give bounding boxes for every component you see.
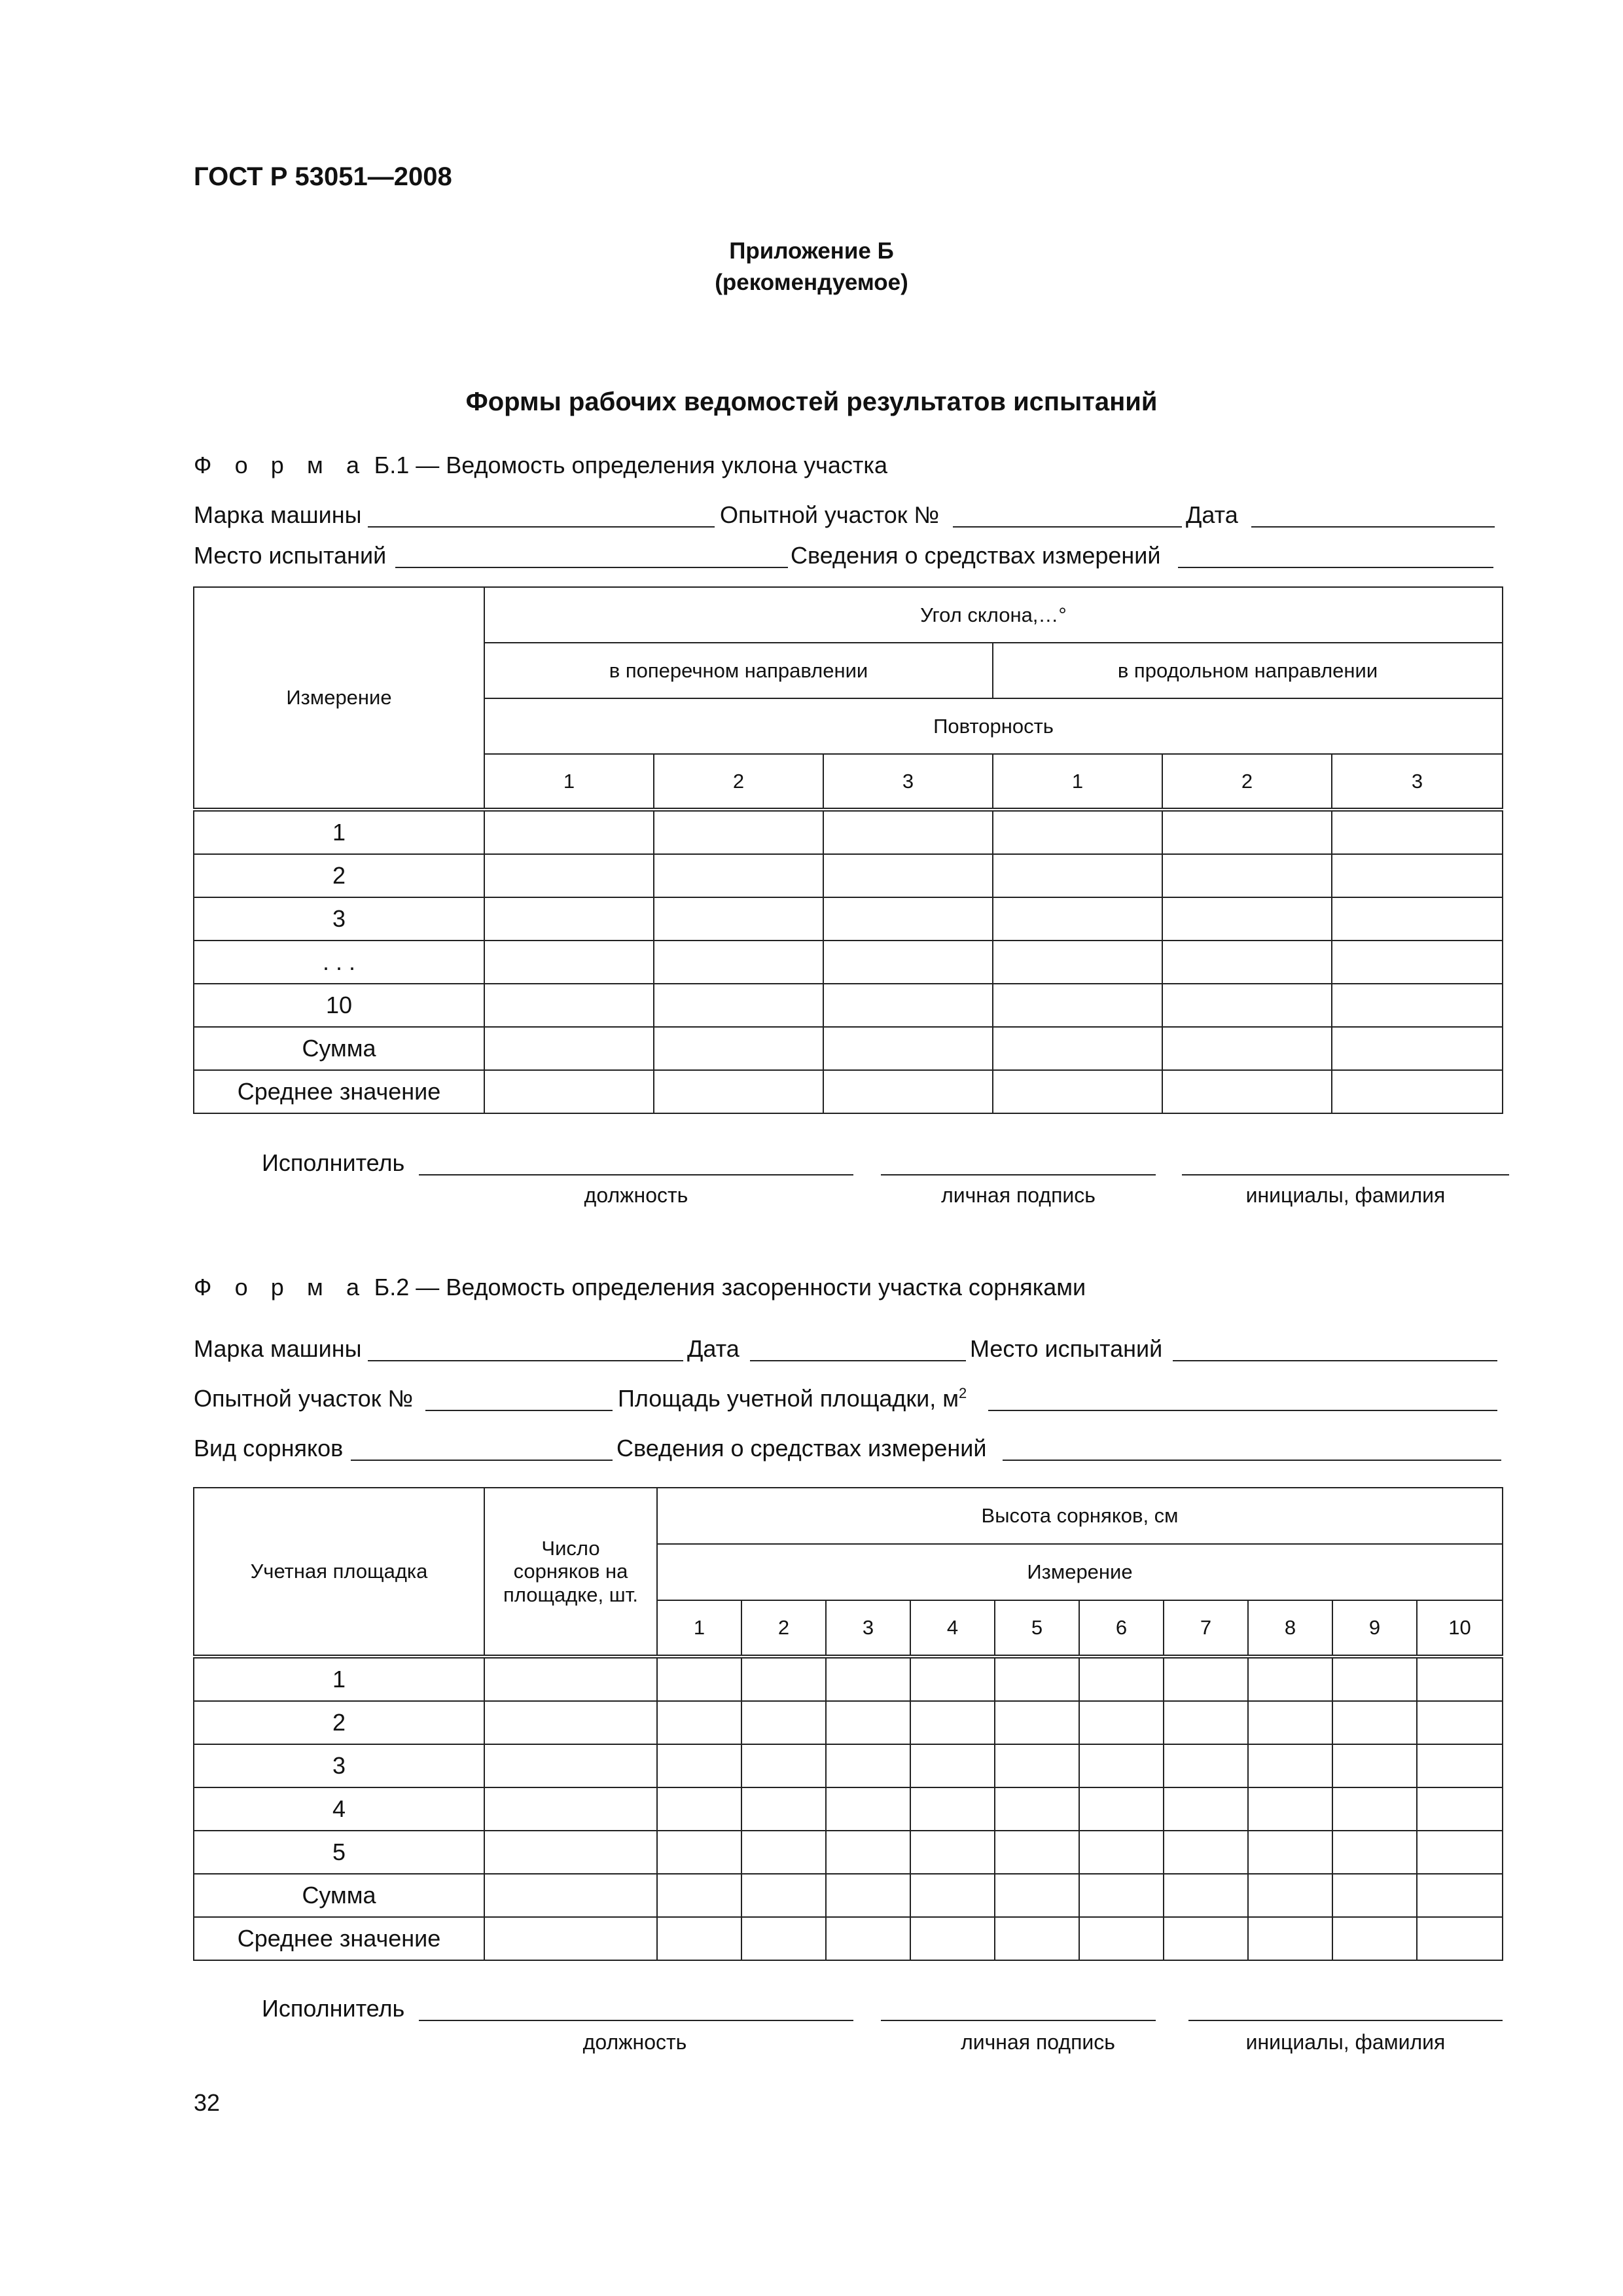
form2-position-field[interactable] (419, 2020, 853, 2021)
data-cell[interactable] (823, 810, 993, 854)
data-cell[interactable] (995, 1874, 1079, 1917)
data-cell[interactable] (826, 1744, 910, 1787)
data-cell[interactable] (823, 1027, 993, 1070)
data-cell[interactable] (910, 1744, 995, 1787)
data-cell[interactable] (1332, 1070, 1503, 1113)
data-cell[interactable] (995, 1744, 1079, 1787)
form1-rep-number: 1 (993, 754, 1162, 810)
data-cell[interactable] (1164, 1701, 1248, 1744)
form1-rep-number: 1 (484, 754, 654, 810)
data-cell[interactable] (826, 1657, 910, 1701)
data-cell[interactable] (1079, 1657, 1164, 1701)
table-row (194, 1070, 1503, 1113)
form2-measure-number: 5 (995, 1600, 1079, 1657)
row-label: 2 (194, 1701, 484, 1744)
form2-area-text: Площадь учетной площадки, м (618, 1385, 959, 1412)
data-cell[interactable] (1079, 1701, 1164, 1744)
data-cell[interactable] (1332, 1744, 1417, 1787)
data-cell[interactable] (995, 1701, 1079, 1744)
data-cell[interactable] (1162, 984, 1332, 1027)
form2-measure-number: 6 (1079, 1600, 1164, 1657)
form2-count-header-line: Число (541, 1536, 600, 1560)
row-label: Среднее значение (194, 1917, 484, 1960)
form1-date-field[interactable] (1251, 526, 1495, 528)
data-cell[interactable] (995, 1787, 1079, 1831)
data-cell[interactable] (993, 810, 1162, 854)
form2-date-label: Дата (687, 1335, 740, 1362)
data-cell[interactable] (1164, 1744, 1248, 1787)
form1-plot-field[interactable] (953, 526, 1182, 528)
data-cell[interactable] (1417, 1744, 1503, 1787)
table-row (194, 1657, 1503, 1701)
data-cell[interactable] (1162, 1070, 1332, 1113)
data-cell[interactable] (910, 1701, 995, 1744)
data-cell[interactable] (1162, 1027, 1332, 1070)
data-cell[interactable] (484, 1701, 657, 1744)
data-cell[interactable] (910, 1917, 995, 1960)
table-row (194, 1701, 1503, 1744)
data-cell[interactable] (1332, 897, 1503, 941)
data-cell[interactable] (1164, 1787, 1248, 1831)
form1-title (194, 452, 887, 479)
table-row (194, 984, 1503, 1027)
form2-place-label: Место испытаний (970, 1335, 1163, 1362)
data-cell[interactable] (823, 897, 993, 941)
row-label: 1 (194, 810, 484, 854)
data-cell[interactable] (484, 1787, 657, 1831)
data-cell[interactable] (484, 1874, 657, 1917)
data-cell[interactable] (657, 1787, 741, 1831)
data-cell[interactable] (1332, 941, 1503, 984)
data-cell[interactable] (657, 1917, 741, 1960)
data-cell[interactable] (823, 854, 993, 897)
form1-name-caption: инициалы, фамилия (1245, 1183, 1446, 1207)
form2-table (193, 1487, 1503, 1961)
form2-measure-number: 8 (1248, 1600, 1332, 1657)
form2-machine-label: Марка машины (194, 1335, 362, 1362)
data-cell[interactable] (741, 1917, 826, 1960)
form1-transverse-header: в поперечном направлении (484, 643, 993, 698)
data-cell[interactable] (484, 854, 654, 897)
data-cell[interactable] (1162, 810, 1332, 854)
data-cell[interactable] (484, 897, 654, 941)
data-cell[interactable] (1332, 1874, 1417, 1917)
data-cell[interactable] (1164, 1874, 1248, 1917)
form1-machine-label: Марка машины (194, 501, 362, 528)
form2-measure-number: 10 (1417, 1600, 1503, 1657)
data-cell[interactable] (1248, 1701, 1332, 1744)
data-cell[interactable] (1248, 1787, 1332, 1831)
form2-measurement-header: Измерение (657, 1544, 1503, 1600)
form2-place-field[interactable] (1173, 1360, 1497, 1361)
data-cell[interactable] (741, 1657, 826, 1701)
data-cell[interactable] (654, 984, 823, 1027)
page-number: 32 (194, 2089, 221, 2116)
data-cell[interactable] (657, 1744, 741, 1787)
form2-instruments-label: Сведения о средствах измерений (616, 1435, 987, 1462)
data-cell[interactable] (741, 1831, 826, 1874)
page-title: Формы рабочих ведомостей результатов испытаний (465, 387, 1158, 416)
form2-measure-number: 4 (910, 1600, 995, 1657)
row-label: 2 (194, 854, 484, 897)
data-cell[interactable] (741, 1787, 826, 1831)
form1-repetition-header: Повторность (484, 698, 1503, 754)
data-cell[interactable] (1417, 1874, 1503, 1917)
form2-plot-header: Учетная площадка (194, 1488, 484, 1657)
form2-machine-field[interactable] (368, 1360, 683, 1361)
data-cell[interactable] (1417, 1701, 1503, 1744)
data-cell[interactable] (1332, 1787, 1417, 1831)
data-cell[interactable] (657, 1657, 741, 1701)
form1-machine-field[interactable] (368, 526, 715, 528)
document-code: ГОСТ Р 53051—2008 (194, 162, 452, 191)
form1-table (193, 586, 1503, 1114)
form1-title-prefix: Ф о р м а (194, 452, 368, 478)
data-cell[interactable] (1248, 1831, 1332, 1874)
form2-signature-field[interactable] (881, 2020, 1156, 2021)
form2-plot-label: Опытной участок № (194, 1385, 414, 1412)
form2-measure-number: 7 (1164, 1600, 1248, 1657)
form1-plot-label: Опытной участок № (720, 501, 940, 528)
data-cell[interactable] (1332, 1701, 1417, 1744)
data-cell[interactable] (484, 1917, 657, 1960)
form1-place-label: Место испытаний (194, 542, 387, 569)
data-cell[interactable] (1079, 1787, 1164, 1831)
data-cell[interactable] (741, 1744, 826, 1787)
data-cell[interactable] (1164, 1917, 1248, 1960)
form2-position-caption: должность (582, 2030, 687, 2054)
form2-title-text: Б.2 — Ведомость определения засоренности участка сорняками (374, 1274, 1086, 1300)
form1-signature-caption: личная подпись (941, 1183, 1096, 1207)
data-cell[interactable] (1417, 1831, 1503, 1874)
table-row (194, 897, 1503, 941)
table-row (194, 1917, 1503, 1960)
form1-position-caption: должность (584, 1183, 688, 1207)
data-cell[interactable] (1162, 854, 1332, 897)
data-cell[interactable] (654, 854, 823, 897)
data-cell[interactable] (1162, 897, 1332, 941)
data-cell[interactable] (1079, 1874, 1164, 1917)
data-cell[interactable] (1164, 1831, 1248, 1874)
data-cell[interactable] (823, 984, 993, 1027)
form2-executor-label: Исполнитель (262, 1995, 405, 2022)
form1-executor-label: Исполнитель (262, 1149, 405, 1176)
data-cell[interactable] (910, 1657, 995, 1701)
data-cell[interactable] (1248, 1874, 1332, 1917)
data-cell[interactable] (1079, 1744, 1164, 1787)
row-label: Сумма (194, 1874, 484, 1917)
form1-rep-number: 2 (654, 754, 823, 810)
form2-measure-number: 2 (741, 1600, 826, 1657)
form2-plot-field[interactable] (425, 1410, 613, 1411)
form2-name-field[interactable] (1188, 2020, 1503, 2021)
form1-date-label: Дата (1186, 501, 1238, 528)
data-cell[interactable] (1162, 941, 1332, 984)
form2-signature-caption: личная подпись (961, 2030, 1115, 2054)
data-cell[interactable] (823, 1070, 993, 1113)
data-cell[interactable] (1332, 1027, 1503, 1070)
table-row (194, 810, 1503, 854)
data-cell[interactable] (910, 1874, 995, 1917)
data-cell[interactable] (654, 810, 823, 854)
form2-title-prefix: Ф о р м а (194, 1274, 368, 1300)
data-cell[interactable] (1248, 1657, 1332, 1701)
data-cell[interactable] (657, 1831, 741, 1874)
data-cell[interactable] (654, 1070, 823, 1113)
data-cell[interactable] (1079, 1831, 1164, 1874)
form2-title (194, 1274, 1086, 1301)
form1-longitudinal-header: в продольном направлении (993, 643, 1503, 698)
form2-area-label (618, 1385, 967, 1412)
data-cell[interactable] (1079, 1917, 1164, 1960)
form2-date-field[interactable] (750, 1360, 966, 1361)
data-cell[interactable] (654, 941, 823, 984)
data-cell[interactable] (826, 1874, 910, 1917)
data-cell[interactable] (1332, 1917, 1417, 1960)
data-cell[interactable] (741, 1874, 826, 1917)
data-cell[interactable] (1332, 854, 1503, 897)
form1-title-text: Б.1 — Ведомость определения уклона участка (374, 452, 887, 478)
table-row (194, 1831, 1503, 1874)
data-cell[interactable] (995, 1831, 1079, 1874)
form2-height-header: Высота сорняков, см (657, 1488, 1503, 1544)
table-row (194, 1027, 1503, 1070)
data-cell[interactable] (1164, 1657, 1248, 1701)
form2-count-header (484, 1488, 657, 1657)
data-cell[interactable] (484, 1744, 657, 1787)
form1-instruments-label: Сведения о средствах измерений (791, 542, 1161, 569)
appendix-type: (рекомендуемое) (715, 270, 908, 295)
form2-area-field[interactable] (988, 1410, 1497, 1411)
data-cell[interactable] (1332, 1831, 1417, 1874)
row-label: 1 (194, 1657, 484, 1701)
form1-position-field[interactable] (419, 1174, 853, 1175)
data-cell[interactable] (995, 1657, 1079, 1701)
data-cell[interactable] (484, 810, 654, 854)
form1-signature-field[interactable] (881, 1174, 1156, 1175)
form1-instruments-field[interactable] (1178, 567, 1493, 568)
form2-weeds-label: Вид сорняков (194, 1435, 344, 1462)
data-cell[interactable] (741, 1701, 826, 1744)
data-cell[interactable] (826, 1831, 910, 1874)
data-cell[interactable] (826, 1787, 910, 1831)
data-cell[interactable] (1332, 984, 1503, 1027)
row-label: . . . (194, 941, 484, 984)
data-cell[interactable] (484, 1657, 657, 1701)
data-cell[interactable] (993, 984, 1162, 1027)
data-cell[interactable] (993, 1070, 1162, 1113)
form1-rep-number: 3 (823, 754, 993, 810)
data-cell[interactable] (484, 1070, 654, 1113)
data-cell[interactable] (1332, 1657, 1417, 1701)
data-cell[interactable] (826, 1917, 910, 1960)
form1-rep-number: 3 (1332, 754, 1503, 810)
data-cell[interactable] (1332, 810, 1503, 854)
appendix-name: Приложение Б (729, 238, 894, 264)
data-cell[interactable] (484, 1027, 654, 1070)
table-row (194, 1874, 1503, 1917)
data-cell[interactable] (654, 1027, 823, 1070)
table-row (194, 1744, 1503, 1787)
form2-measure-number: 9 (1332, 1600, 1417, 1657)
row-label: 4 (194, 1787, 484, 1831)
form2-measure-number: 3 (826, 1600, 910, 1657)
data-cell[interactable] (1248, 1744, 1332, 1787)
data-cell[interactable] (993, 897, 1162, 941)
data-cell[interactable] (484, 941, 654, 984)
form1-measurement-header: Измерение (194, 587, 484, 810)
row-label: Сумма (194, 1027, 484, 1070)
data-cell[interactable] (657, 1701, 741, 1744)
data-cell[interactable] (995, 1917, 1079, 1960)
table-row (194, 1787, 1503, 1831)
form1-angle-header: Угол склона,…° (484, 587, 1503, 643)
form2-name-caption: инициалы, фамилия (1245, 2030, 1446, 2054)
form1-rep-number: 2 (1162, 754, 1332, 810)
data-cell[interactable] (484, 1831, 657, 1874)
form2-measure-number: 1 (657, 1600, 741, 1657)
data-cell[interactable] (654, 897, 823, 941)
table-row (194, 854, 1503, 897)
data-cell[interactable] (1417, 1787, 1503, 1831)
data-cell[interactable] (823, 941, 993, 984)
data-cell[interactable] (1417, 1917, 1503, 1960)
data-cell[interactable] (993, 1027, 1162, 1070)
data-cell[interactable] (993, 854, 1162, 897)
table-row (194, 941, 1503, 984)
data-cell[interactable] (484, 984, 654, 1027)
data-cell[interactable] (1417, 1657, 1503, 1701)
data-cell[interactable] (826, 1701, 910, 1744)
data-cell[interactable] (910, 1831, 995, 1874)
data-cell[interactable] (1248, 1917, 1332, 1960)
data-cell[interactable] (910, 1787, 995, 1831)
form2-count-header-line: сорняков на (513, 1560, 628, 1583)
row-label: 3 (194, 897, 484, 941)
form2-area-unit-sup: 2 (958, 1385, 967, 1401)
form1-name-field[interactable] (1182, 1174, 1509, 1175)
form2-instruments-field[interactable] (1003, 1460, 1501, 1461)
form1-place-field[interactable] (395, 567, 788, 568)
form2-weeds-field[interactable] (351, 1460, 613, 1461)
row-label: 10 (194, 984, 484, 1027)
row-label: 5 (194, 1831, 484, 1874)
row-label: 3 (194, 1744, 484, 1787)
data-cell[interactable] (993, 941, 1162, 984)
data-cell[interactable] (657, 1874, 741, 1917)
form2-count-header-line: площадке, шт. (503, 1583, 638, 1606)
row-label: Среднее значение (194, 1070, 484, 1113)
